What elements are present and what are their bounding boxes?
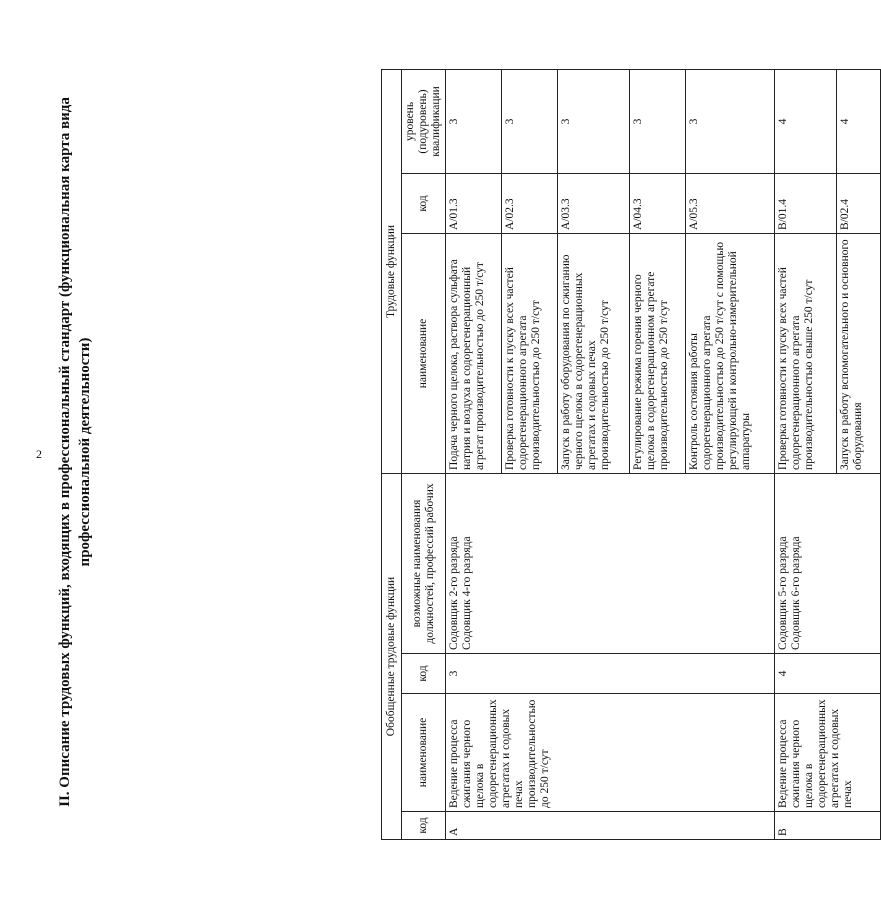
function-level: 3 bbox=[501, 69, 557, 173]
function-code: B/02.4 bbox=[837, 173, 881, 233]
table-row bbox=[446, 69, 502, 839]
function-code: A/05.3 bbox=[686, 173, 775, 233]
job-title: Содовщик 6-го разряда bbox=[790, 536, 803, 650]
table-row bbox=[775, 69, 837, 839]
function-name: Регулирование режима горения черного щелока в содорегенерационном агрегате производительностью до 250 т/сут bbox=[630, 233, 686, 473]
header-name: наименование bbox=[402, 694, 446, 812]
function-level: 3 bbox=[557, 69, 630, 173]
header-function-code: код bbox=[402, 173, 446, 233]
function-level: 3 bbox=[446, 69, 502, 173]
header-labor-functions: Трудовые функции bbox=[382, 69, 402, 473]
function-name: Проверка готовности к пуску всех частей содорегенерационного агрегата производительностью свыше 250 т/сут bbox=[775, 233, 837, 473]
header-code: код bbox=[402, 812, 446, 840]
function-level: 4 bbox=[837, 69, 881, 173]
group-name: Ведение процесса сжигания черного щелока в содорегенерационных агрегатах и содовых печах bbox=[775, 694, 881, 812]
group-level: 3 bbox=[446, 654, 775, 694]
group-code: B bbox=[775, 812, 881, 840]
function-name: Запуск в работу оборудования по сжиганию черного щелока в содорегенерационных агрегатах и содовых печах производительностью до 250 т/сут bbox=[557, 233, 630, 473]
page-number: 2 bbox=[36, 447, 42, 461]
function-level: 3 bbox=[686, 69, 775, 173]
function-code: A/01.3 bbox=[446, 173, 502, 233]
section-title bbox=[55, 52, 95, 852]
function-code: A/02.3 bbox=[501, 173, 557, 233]
functional-map-table bbox=[381, 69, 881, 840]
function-code: A/03.3 bbox=[557, 173, 630, 233]
header-generalized-functions: Обобщенные трудовые функции bbox=[382, 473, 402, 839]
header-jobs: возможные наименования должностей, профессий рабочих bbox=[402, 473, 446, 653]
header-function-name: наименование bbox=[402, 233, 446, 473]
function-code: A/04.3 bbox=[630, 173, 686, 233]
function-name: Подача черного щелока, раствора сульфата натрия и воздуха в содорегенерационный агрегат производительностью до 250 т/сут bbox=[446, 233, 502, 473]
function-level: 4 bbox=[775, 69, 837, 173]
function-code: B/01.4 bbox=[775, 173, 837, 233]
group-level: 4 bbox=[775, 654, 881, 694]
header-level: код bbox=[402, 654, 446, 694]
section-title-line-2: профессиональной деятельности) bbox=[77, 337, 93, 567]
function-name: Проверка готовности к пуску всех частей содорегенерационного агрегата производительностью до 250 т/сут bbox=[501, 233, 557, 473]
job-title: Содовщик 4-го разряда bbox=[461, 536, 473, 650]
group-name: Ведение процесса сжигания черного щелока в содорегенерационных агрегатах и содовых печах производительностью до 250 т/сут bbox=[446, 694, 775, 812]
section-title-line-1: II. Описание трудовых функций, входящих в профессиональный стандарт (функциональная карта вида bbox=[57, 97, 73, 807]
function-level: 3 bbox=[630, 69, 686, 173]
group-jobs bbox=[775, 473, 881, 653]
group-code: A bbox=[446, 812, 775, 840]
functional-map-table-wrapper bbox=[381, 70, 881, 840]
group-jobs bbox=[446, 473, 775, 653]
function-name: Контроль состояния работы содорегенерационного агрегата производительностью до 250 т/сут с помощью регулирующей и контрольно-измерительной аппаратуры bbox=[686, 233, 775, 473]
function-name: Запуск в работу вспомогательного и основного оборудования bbox=[837, 233, 881, 473]
job-title: Содовщик 5-го разряда bbox=[777, 536, 790, 650]
job-title: Содовщик 2-го разряда bbox=[448, 536, 460, 650]
header-function-level: уровень (подуровень) квалификации bbox=[402, 69, 446, 173]
